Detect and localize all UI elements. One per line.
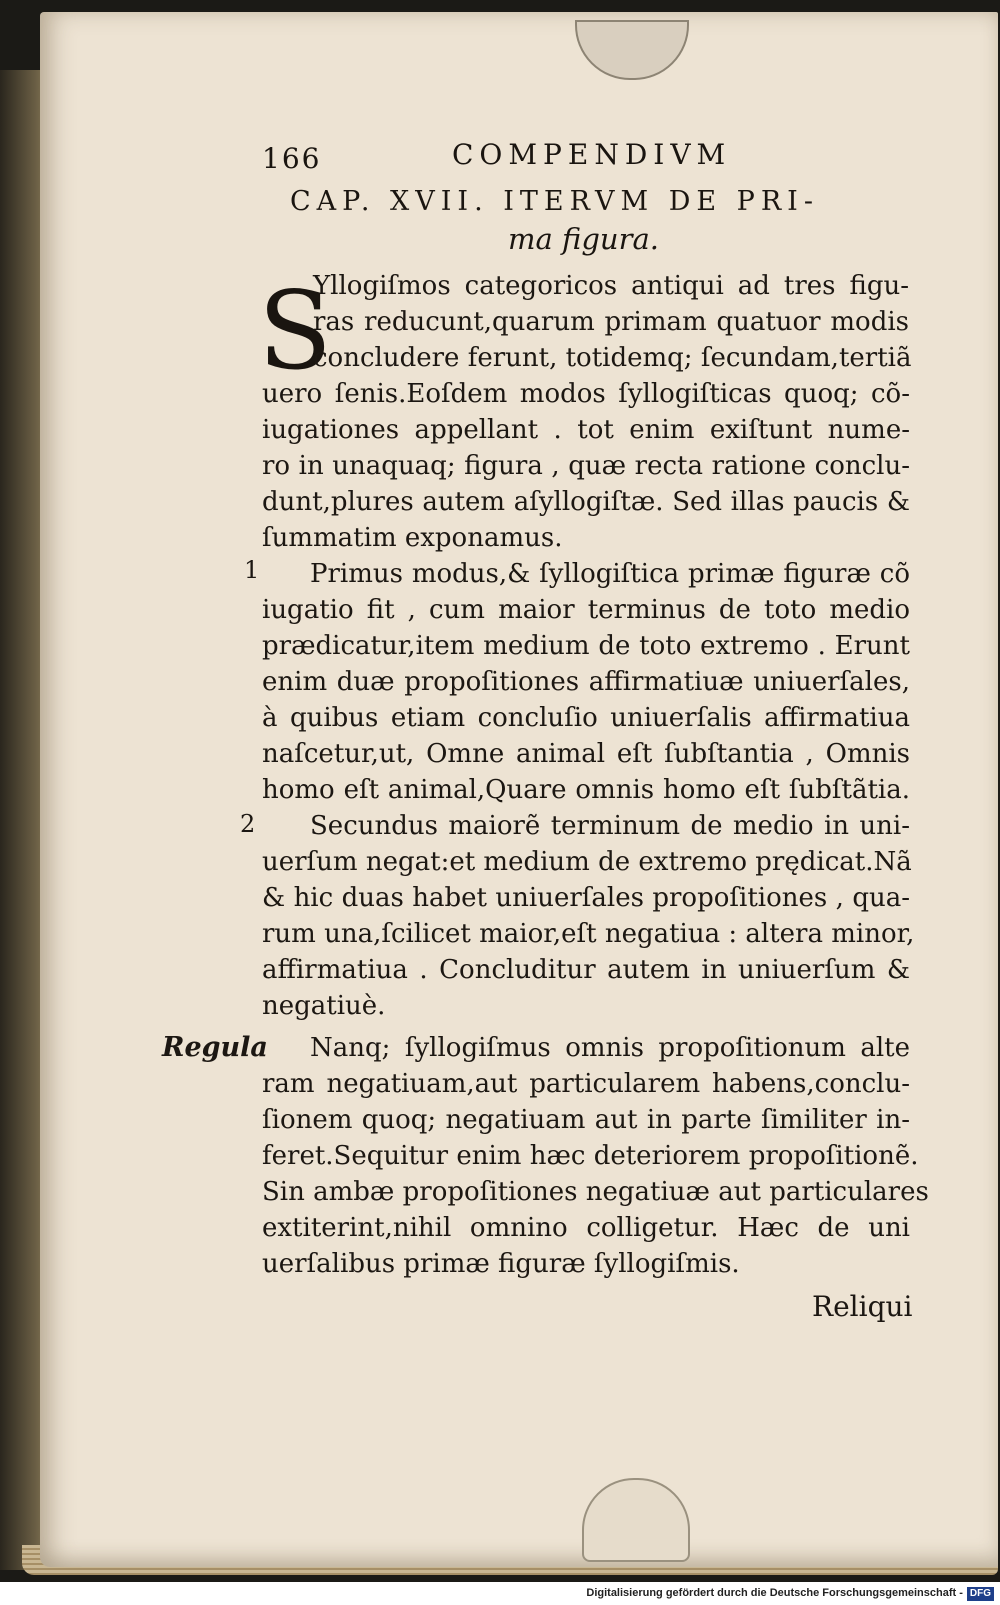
text-line: ſummatim exponamus. xyxy=(262,523,563,553)
text-line: ſionem quoq; negatiuam aut in parte ſimiliter in- xyxy=(262,1105,910,1135)
text-line: Primus modus,& ſyllogiſtica primæ figuræ cõ xyxy=(310,559,910,589)
text-line: extiterint,nihil omnino colligetur. Hæc de uni xyxy=(262,1213,910,1243)
text-line: naſcetur,ut, Omne animal eſt ſubſtantia , Omnis xyxy=(262,739,910,769)
text-line: ram negatiuam,aut particularem habens,conclu- xyxy=(262,1069,910,1099)
text-line: enim duæ propoſitiones affirmatiuæ uniuerſales, xyxy=(262,667,910,697)
text-line: & hic duas habet uniuerſales propoſitiones , qua- xyxy=(262,883,910,913)
text-line: concludere ferunt, totidemq; ſecundam,tertiã xyxy=(313,343,912,373)
dfg-logo: DFG xyxy=(967,1587,994,1601)
text-line: Sin ambæ propoſitiones negatiuæ aut particulares xyxy=(262,1177,929,1207)
running-head: COMPENDIVM xyxy=(452,138,732,171)
chapter-title-line-1: CAP. XVII. ITERVM DE PRI- xyxy=(290,186,819,217)
text-line: prædicatur,item medium de toto extremo . Erunt xyxy=(262,631,910,661)
margin-number-1: 1 xyxy=(244,556,260,584)
text-line: iugatio fit , cum maior terminus de toto medio xyxy=(262,595,910,625)
footer-credit: Digitalisierung gefördert durch die Deutsche Forschungsgemeinschaft - xyxy=(586,1587,963,1599)
chapter-title-line-2: ma figura. xyxy=(508,222,659,256)
text-line: feret.Sequitur enim hæc deteriorem propoſitionẽ. xyxy=(262,1141,919,1171)
text-line: ro in unaquaq; figura , quæ recta ratione conclu- xyxy=(262,451,910,481)
digitization-footer xyxy=(0,1582,1000,1605)
text-line: uero ſenis.Eoſdem modos ſyllogiſticas quoq; cõ- xyxy=(262,379,910,409)
drop-cap: S xyxy=(258,269,332,394)
text-line: uerſum negat:et medium de extremo prędicat.Nã xyxy=(262,847,912,877)
catchword: Reliqui xyxy=(812,1290,913,1323)
page-number: 166 xyxy=(262,142,322,175)
page-header xyxy=(262,138,922,182)
text-line: à quibus etiam concluſio uniuerſalis affirmatiua xyxy=(262,703,910,733)
text-line: dunt,plures autem aſyllogiſtæ. Sed illas paucis & xyxy=(262,487,910,517)
text-line: Nanq; ſyllogiſmus omnis propoſitionum alte xyxy=(310,1033,910,1063)
text-line: iugationes appellant . tot enim exiſtunt nume- xyxy=(262,415,910,445)
margin-note-regula: Regula xyxy=(162,1032,268,1063)
text-line: negatiuè. xyxy=(262,991,386,1021)
text-line: Yllogiſmos categoricos antiqui ad tres figu- xyxy=(313,271,909,301)
text-line: Secundus maiorẽ terminum de medio in uni- xyxy=(310,811,910,841)
text-line: affirmatiua . Concluditur autem in uniuerſum & xyxy=(262,955,910,985)
text-line: ras reducunt,quarum primam quatuor modis xyxy=(313,307,909,337)
text-line: homo eſt animal,Quare omnis homo eſt ſubſtãtia. xyxy=(262,775,910,805)
margin-number-2: 2 xyxy=(240,810,256,838)
text-line: uerſalibus primæ figuræ ſyllogiſmis. xyxy=(262,1249,740,1279)
text-line: rum una,ſcilicet maior,eſt negatiua : altera minor, xyxy=(262,919,915,949)
